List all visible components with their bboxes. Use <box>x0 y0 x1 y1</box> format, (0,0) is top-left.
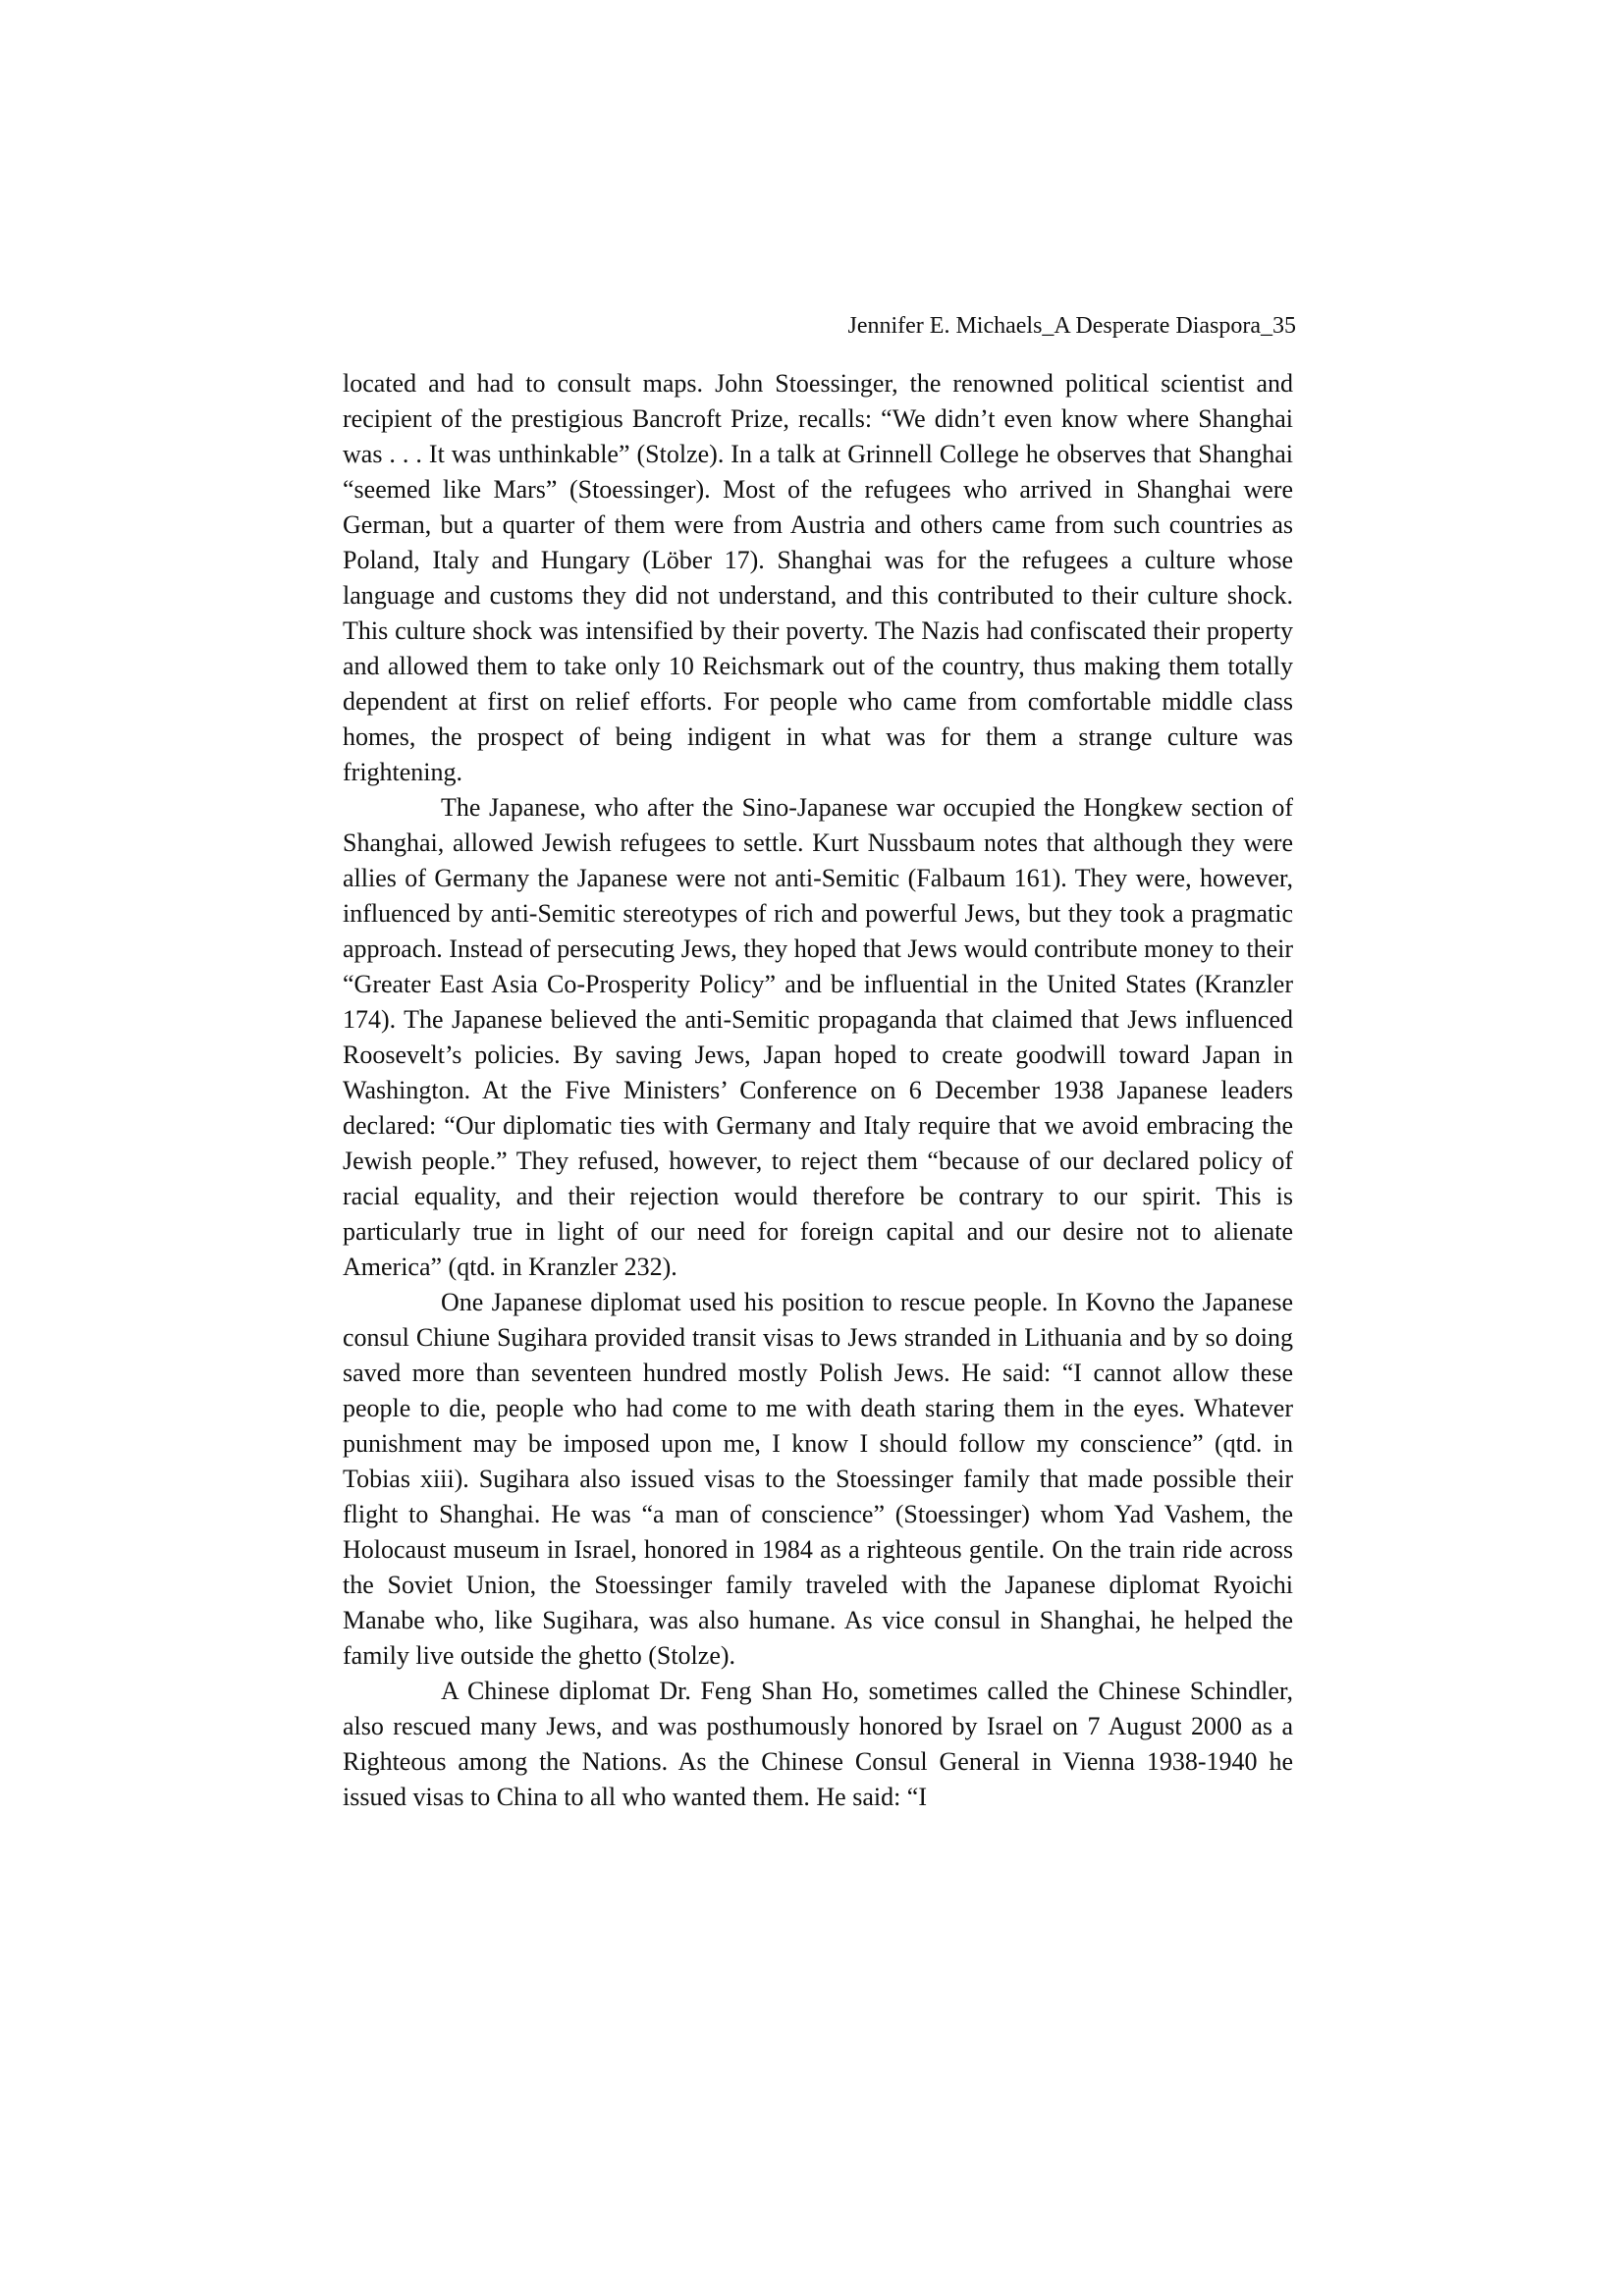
paragraph-1: located and had to consult maps. John Stoessinger, the renowned political scientist and recipient of the prestigious Bancroft Prize, recalls: “We didn’t even know where Shanghai was . . . It was unthinkable” (Stolze). In a talk at Grinnell College he observes that Shanghai “seemed like Mars” (Stoessinger). Most of the refugees who arrived in Shanghai were German, but a quarter of them were from Austria and others came from such countries as Poland, Italy and Hungary (Löber 17). Shanghai was for the refugees a culture whose language and customs they did not understand, and this contributed to their culture shock. This culture shock was intensified by their poverty. The Nazis had confiscated their property and allowed them to take only 10 Reichsmark out of the country, thus making them totally dependent at first on relief efforts. For people who came from comfortable middle class homes, the prospect of being indigent in what was for them a strange culture was frightening. <box>343 369 1293 786</box>
body-text <box>343 366 1293 1815</box>
running-header: Jennifer E. Michaels_A Desperate Diaspora_35 <box>847 313 1296 339</box>
paragraph-2: The Japanese, who after the Sino-Japanese war occupied the Hongkew section of Shanghai, allowed Jewish refugees to settle. Kurt Nussbaum notes that although they were allies of Germany the Japanese were not anti-Semitic (Falbaum 161). They were, however, influenced by anti-Semitic stereotypes of rich and powerful Jews, but they took a pragmatic approach. Instead of persecuting Jews, they hoped that Jews would contribute money to their “Greater East Asia Co-Prosperity Policy” and be influential in the United States (Kranzler 174). The Japanese believed the anti-Semitic propaganda that claimed that Jews influenced Roosevelt’s policies. By saving Jews, Japan hoped to create goodwill toward Japan in Washington. At the Five Ministers’ Conference on 6 December 1938 Japanese leaders declared: “Our diplomatic ties with Germany and Italy require that we avoid embracing the Jewish people.” They refused, however, to reject them “because of our declared policy of racial equality, and their rejection would therefore be contrary to our spirit. This is particularly true in light of our need for foreign capital and our desire not to alienate America” (qtd. in Kranzler 232). <box>343 793 1293 1281</box>
paragraph-4: A Chinese diplomat Dr. Feng Shan Ho, sometimes called the Chinese Schindler, also rescued many Jews, and was posthumously honored by Israel on 7 August 2000 as a Righteous among the Nations. As the Chinese Consul General in Vienna 1938-1940 he issued visas to China to all who wanted them. He said: “I <box>343 1677 1293 1811</box>
paragraph-3: One Japanese diplomat used his position to rescue people. In Kovno the Japanese consul Chiune Sugihara provided transit visas to Jews stranded in Lithuania and by so doing saved more than seventeen hundred mostly Polish Jews. He said: “I cannot allow these people to die, people who had come to me with death staring them in the eyes. Whatever punishment may be imposed upon me, I know I should follow my conscience” (qtd. in Tobias xiii). Sugihara also issued visas to the Stoessinger family that made possible their flight to Shanghai. He was “a man of conscience” (Stoessinger) whom Yad Vashem, the Holocaust museum in Israel, honored in 1984 as a righteous gentile. On the train ride across the Soviet Union, the Stoessinger family traveled with the Japanese diplomat Ryoichi Manabe who, like Sugihara, was also humane. As vice consul in Shanghai, he helped the family live outside the ghetto (Stolze). <box>343 1288 1293 1670</box>
